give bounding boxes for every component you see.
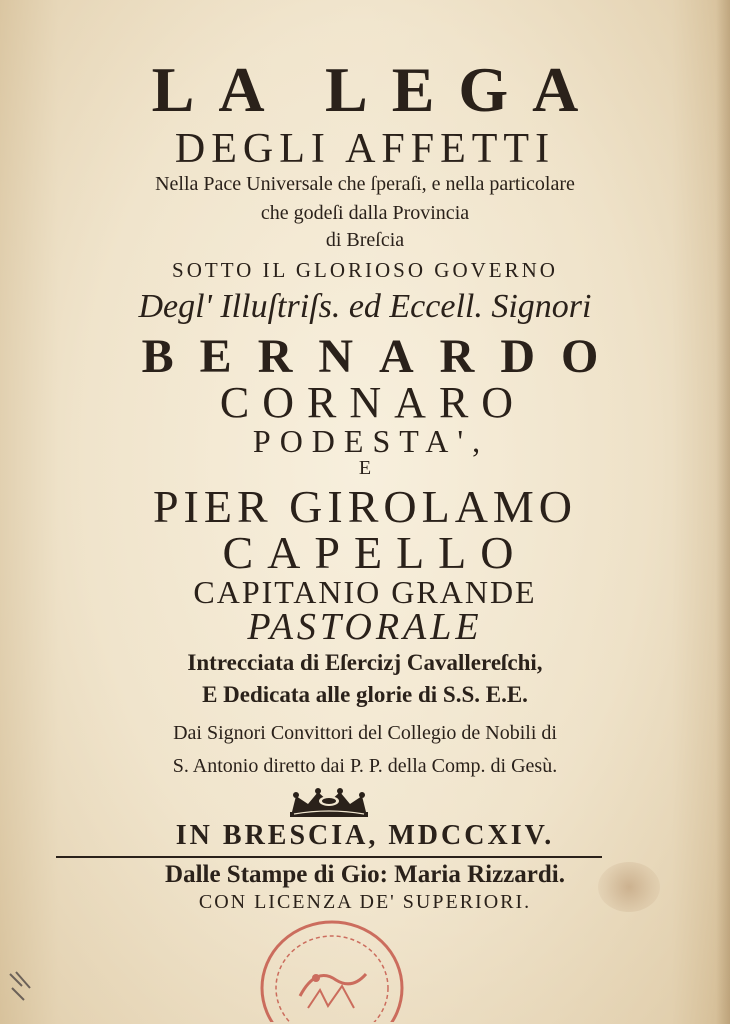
printer-line: Dalle Stampe di Gio: Maria Rizzardi. <box>165 861 565 888</box>
crown-ornament-icon <box>286 786 372 820</box>
library-stamp-icon <box>256 916 408 1022</box>
description-line-1: Intrecciata di Eſercizj Cavallereſchi, <box>187 650 543 675</box>
title-line-2: DEGLI AFFETTI <box>174 126 556 172</box>
name-line-pier-girolamo: PIER GIROLAMO <box>152 481 578 532</box>
description-line-2: E Dedicata alle glorie di S.S. E.E. <box>202 682 528 707</box>
office-capitanio-grande: CAPITANIO GRANDE <box>193 574 537 610</box>
name-line-capello: CAPELLO <box>222 527 528 578</box>
name-line-cornaro: CORNARO <box>219 378 527 427</box>
performers-line-2: S. Antonio diretto dai P. P. della Comp. di Gesù. <box>172 755 558 777</box>
license-line: CON LICENZA DE' SUPERIORI. <box>198 891 532 913</box>
pencil-mark-icon <box>6 968 36 1004</box>
name-line-bernardo: BERNARDO <box>141 330 625 383</box>
government-line: SOTTO IL GLORIOSO GOVERNO <box>172 258 558 282</box>
subtitle-line-2: che godeſi dalla Provincia <box>260 202 470 224</box>
subtitle-line-3: di Breſcia <box>325 229 405 251</box>
imprint-place-date: IN BRESCIA, MDCCXIV. <box>175 820 555 851</box>
office-podesta: PODESTA', <box>252 423 490 459</box>
horizontal-rule <box>56 856 602 858</box>
performers-line-1: Dai Signori Convittori del Collegio de Nobili di <box>173 722 557 744</box>
conjunction-e: E <box>358 457 372 479</box>
subtitle-line-1: Nella Pace Universale che ſperaſi, e nella particolare <box>155 173 575 195</box>
title-line-1: LA LEGA <box>151 54 603 125</box>
honorific-line: Degl' Illuſtriſs. ed Eccell. Signori <box>138 288 592 325</box>
genre-pastorale: PASTORALE <box>247 606 483 648</box>
